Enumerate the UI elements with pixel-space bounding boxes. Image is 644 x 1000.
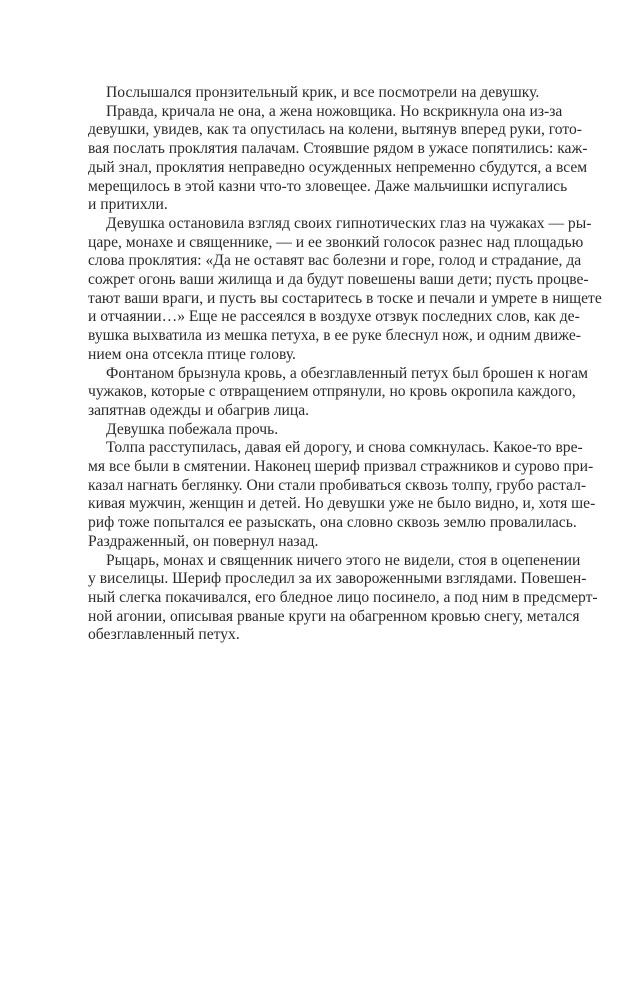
text-line: Девушка побежала прочь.	[106, 420, 279, 438]
page-text	[88, 84, 602, 645]
text-line: и притихли.	[88, 196, 168, 214]
text-line: Фонтаном брызнула кровь, а обезглавленный петух был брошен к ногам	[106, 364, 589, 382]
paragraph	[88, 551, 598, 646]
paragraph	[88, 102, 588, 215]
text-line: риф тоже попытался ее разыскать, она словно сквозь землю провалилась.	[88, 514, 577, 532]
text-line: тают ваши враги, и пусть вы состаритесь в тоске и печали и умрете в нищете	[88, 289, 602, 307]
paragraph	[88, 439, 596, 551]
text-line: Девушка остановила взгляд своих гипнотических глаз на чужаках — ры-	[106, 214, 592, 232]
paragraph	[88, 364, 589, 421]
text-line: Правда, кричала не она, а жена ножовщика. Но вскрикнула она из-за	[106, 102, 563, 120]
text-line: вушка выхватила из мешка петуха, в ее руке блеснул нож, и одним движе-	[88, 327, 581, 345]
text-line: ной агонии, описывая рваные круги на обагренном кровью снегу, метался	[88, 607, 580, 625]
text-line: обезглавленный петух.	[88, 626, 240, 644]
text-line: Раздраженный, он повернул назад.	[88, 532, 319, 550]
text-line: запятнав одежды и обагрив лица.	[88, 401, 310, 419]
text-line: Рыцарь, монах и священник ничего этого не видели, стоя в оцепенении	[106, 551, 581, 569]
text-line: чужаков, которые с отвращением отпрянули, но кровь окропила каждого,	[88, 383, 576, 401]
text-line: мерещилось в этой казни что-то зловещее. Даже мальчишки испугались	[88, 177, 568, 195]
text-line: кивая мужчин, женщин и детей. Но девушки уже не было видно, и, хотя ше-	[88, 495, 596, 513]
text-line: слова проклятия: «Да не оставят вас болезни и горе, голод и страдание, да	[88, 252, 582, 270]
paragraph	[88, 84, 556, 103]
text-line: сожрет огонь ваши жилища и да будут повешены ваши дети; пусть процве-	[88, 271, 589, 289]
paragraph	[88, 421, 556, 440]
text-line: нием она отсекла птице голову.	[88, 345, 296, 363]
paragraph	[88, 214, 602, 365]
text-line: девушки, увидев, как та опустилась на колени, вытянув вперед руки, гото-	[88, 121, 582, 139]
text-line: Толпа расступилась, давая ей дорогу, и снова сомкнулась. Какое-то вре-	[106, 439, 583, 457]
text-line: царе, монахе и священнике, — и ее звонкий голосок разнес над площадью	[88, 233, 584, 251]
text-line: Послышался пронзительный крик, и все посмотрели на девушку.	[106, 84, 540, 101]
text-line: и отчаянии…» Еще не рассеялся в воздухе отзвук последних слов, как де-	[88, 308, 580, 326]
text-line: мя все были в смятении. Наконец шериф призвал стражников и сурово при-	[88, 458, 594, 476]
text-line: казал нагнать беглянку. Они стали пробиваться сквозь толпу, грубо растал-	[88, 476, 587, 494]
text-line: дый знал, проклятия неправедно осужденных непременно сбудутся, а всем	[88, 158, 588, 176]
text-line: ный слегка покачивался, его бледное лицо посинело, а под ним в предсмерт-	[88, 588, 598, 606]
text-line: вая послать проклятия палачам. Стоявшие рядом в ужасе попятились: каж-	[88, 140, 588, 158]
text-line: у виселицы. Шериф проследил за их завороженными взглядами. Повешен-	[88, 570, 587, 588]
